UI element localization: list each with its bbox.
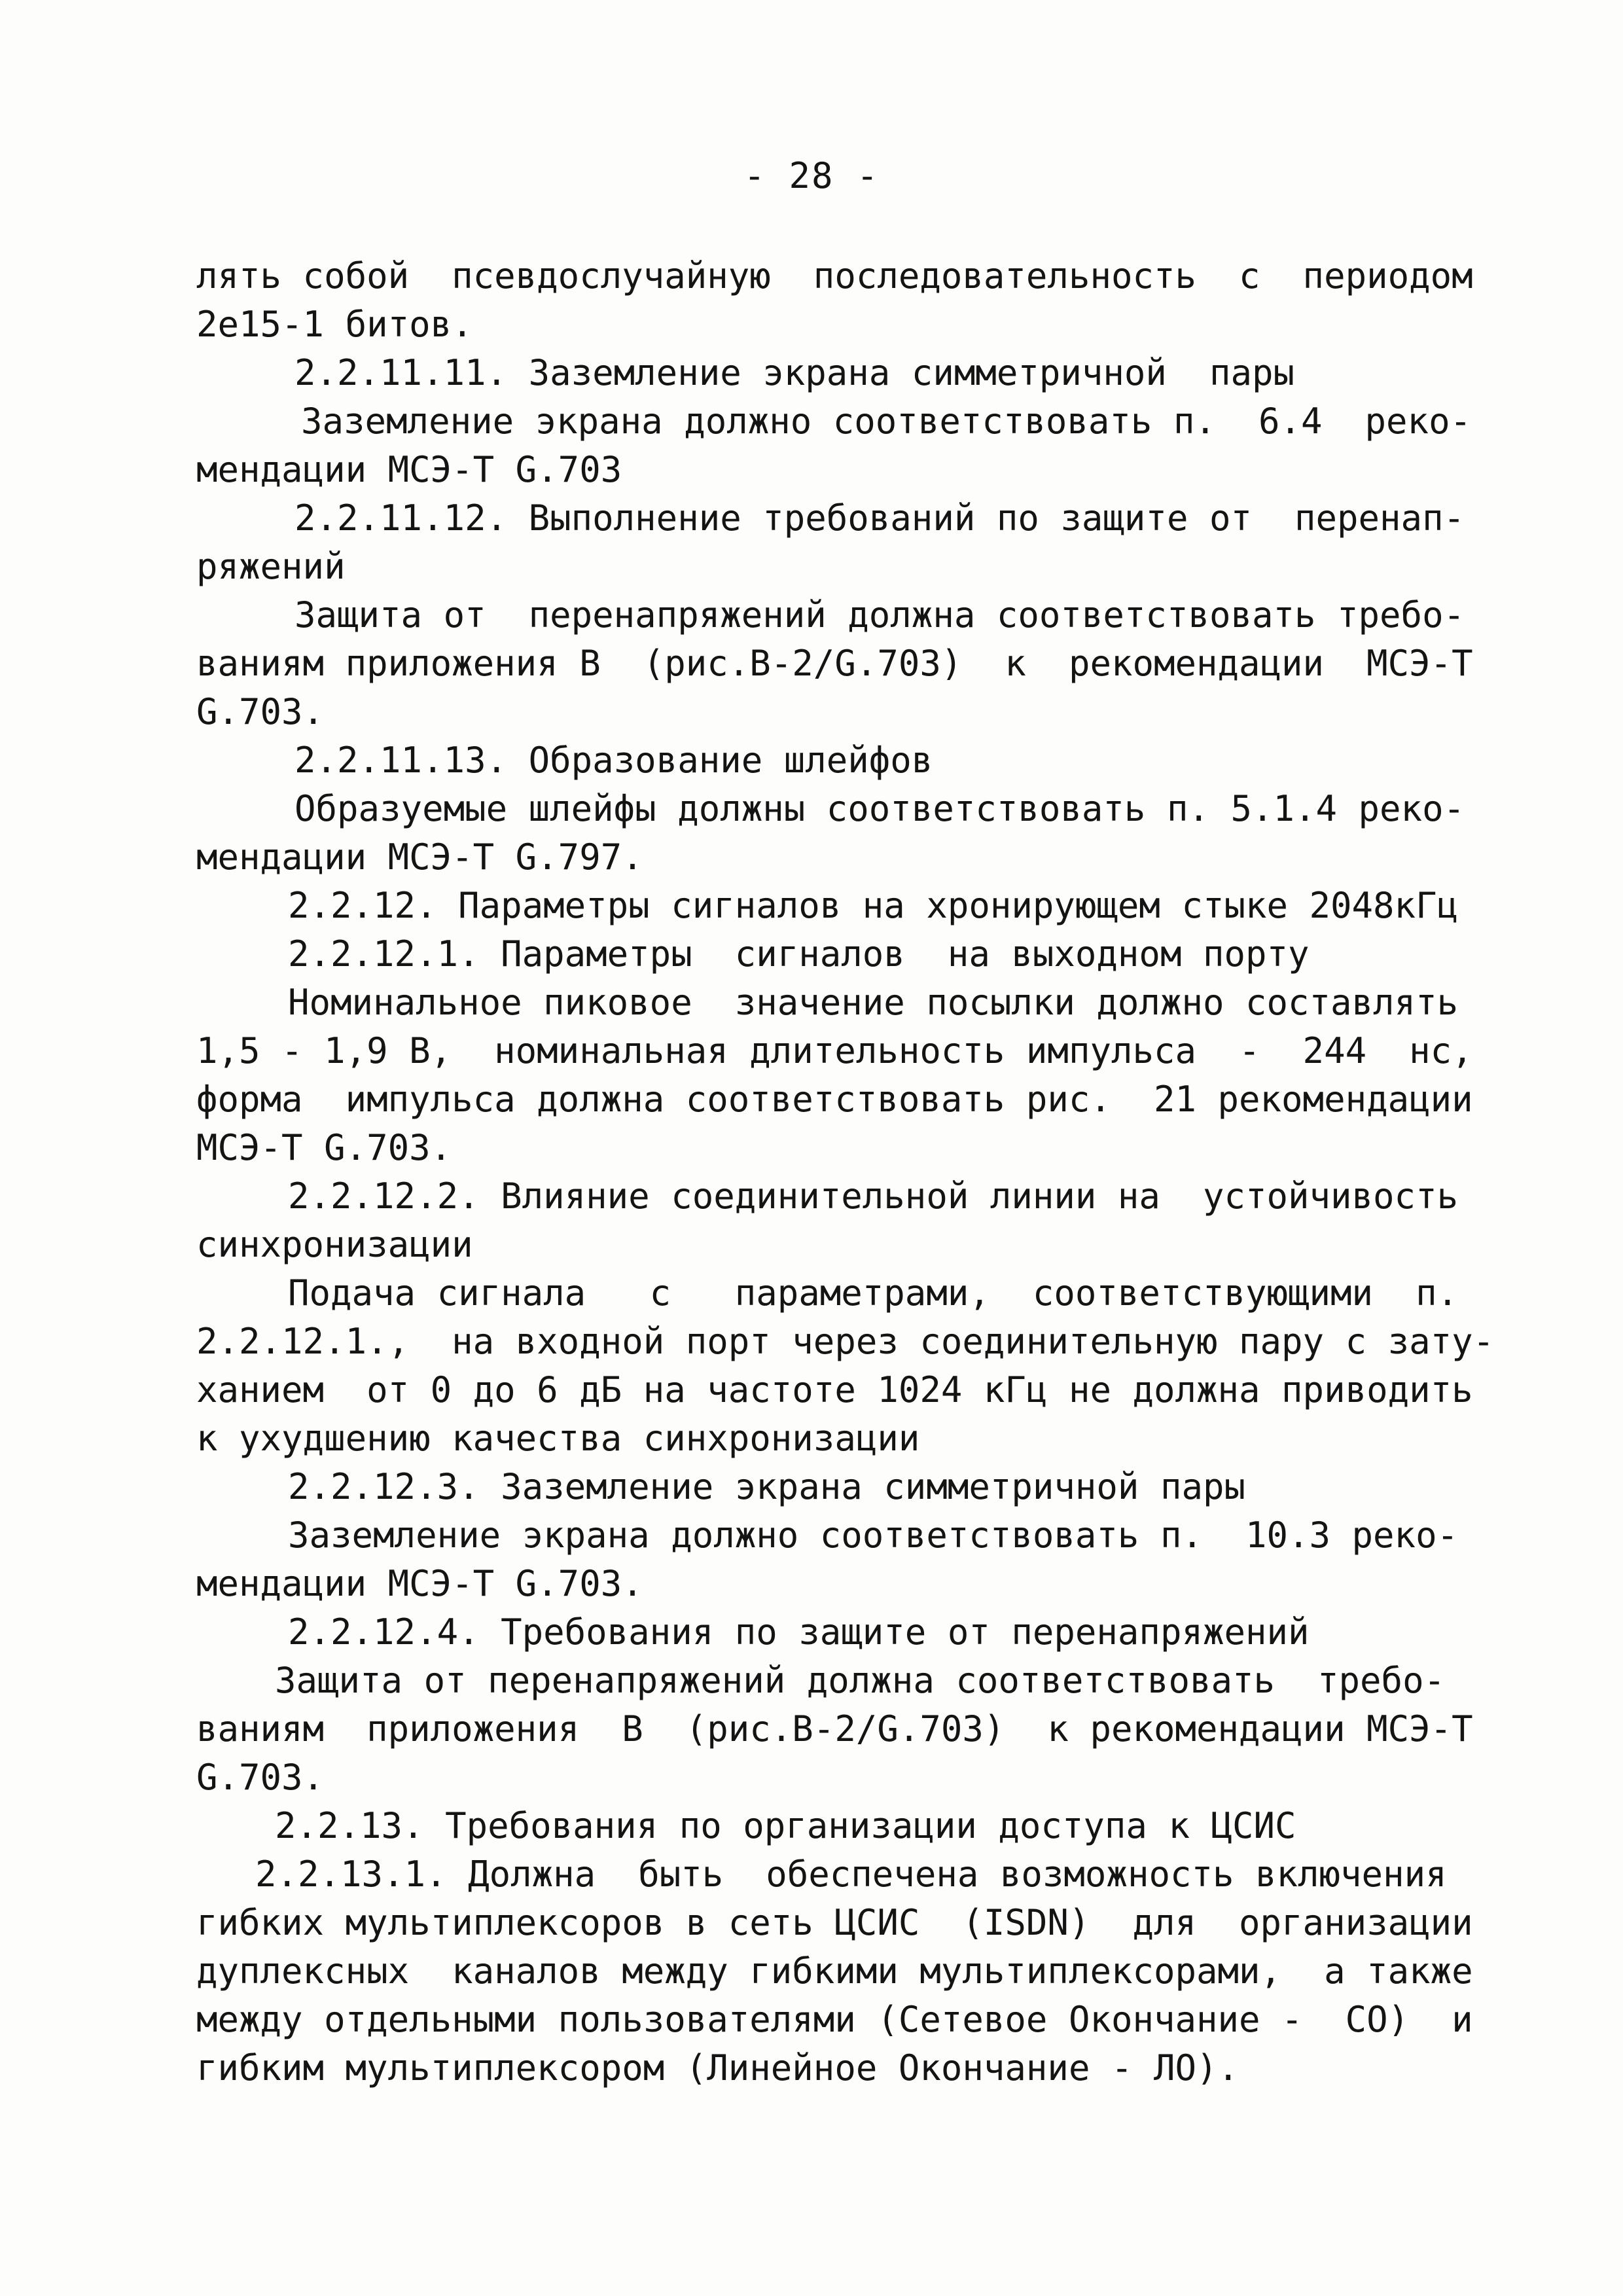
text-line: ханием от 0 до 6 дБ на частоте 1024 кГц не должна приводить — [196, 1369, 1473, 1410]
text-line: к ухудшению качества синхронизации — [196, 1418, 920, 1459]
text-line: мендации МСЭ-Т G.703. — [196, 1563, 643, 1604]
text-line: Заземление экрана должно соответствовать п. 10.3 реко- — [288, 1515, 1459, 1556]
section-heading: 2.2.11.12. Выполнение требований по защите от перенап- — [294, 497, 1465, 539]
text-line: гибким мультиплексором (Линейное Окончание - ЛО). — [196, 2047, 1240, 2089]
text-line: лять собой псевдослучайную последовательность с периодом — [196, 255, 1473, 296]
section-heading: синхронизации — [196, 1224, 473, 1265]
section-heading: ряжений — [196, 546, 346, 587]
text-line: мендации МСЭ-Т G.797. — [196, 836, 643, 878]
text-line: Подача сигнала с параметрами, соответствующими п. — [288, 1272, 1459, 1314]
text-line: Защита от перенапряжений должна соответствовать требо- — [294, 594, 1465, 636]
text-line: мендации МСЭ-Т G.703 — [196, 449, 622, 490]
text-line: Номинальное пиковое значение посылки должно составлять — [288, 982, 1459, 1023]
section-heading: 2.2.12.2. Влияние соединительной линии на устойчивость — [288, 1175, 1459, 1217]
text-line: гибких мультиплексоров в сеть ЦСИС (ISDN) для организации — [196, 1902, 1473, 1943]
text-line: G.703. — [196, 1757, 325, 1798]
text-line: Образуемые шлейфы должны соответствовать п. 5.1.4 реко- — [294, 788, 1465, 829]
text-line: G.703. — [196, 691, 325, 732]
text-line: 1,5 - 1,9 В, номинальная длительность импульса - 244 нс, — [196, 1030, 1473, 1071]
section-heading: 2.2.13. Требования по организации доступа к ЦСИС — [275, 1805, 1296, 1846]
body-text — [196, 252, 1495, 2092]
text-line: Защита от перенапряжений должна соответствовать требо- — [275, 1660, 1446, 1701]
text-line: Заземление экрана должно соответствовать п. 6.4 реко- — [301, 401, 1472, 442]
text-line: 2.2.12.1., на входной порт через соединительную пару с зату- — [196, 1321, 1495, 1362]
text-line: 2.2.13.1. Должна быть обеспечена возможность включения — [255, 1854, 1447, 1895]
section-heading: 2.2.11.13. Образование шлейфов — [294, 740, 933, 781]
section-heading: 2.2.12. Параметры сигналов на хронирующем стыке 2048кГц — [288, 885, 1459, 926]
section-heading: 2.2.12.4. Требования по защите от перенапряжений — [288, 1611, 1310, 1653]
text-line: ваниям приложения В (рис.В-2/G.703) к рекомендации МСЭ-Т — [196, 1708, 1473, 1749]
page-number: - 28 - — [743, 155, 880, 196]
text-line: между отдельными пользователями (Сетевое Окончание - СО) и — [196, 1999, 1473, 2040]
text-line: дуплексных каналов между гибкими мультиплексорами, а также — [196, 1950, 1473, 1992]
text-line: ваниям приложения В (рис.В-2/G.703) к рекомендации МСЭ-Т — [196, 643, 1473, 684]
text-line: МСЭ-Т G.703. — [196, 1127, 452, 1168]
section-heading: 2.2.11.11. Заземление экрана симметричной пары — [294, 352, 1295, 393]
text-line: 2е15-1 битов. — [196, 304, 473, 345]
section-heading: 2.2.12.1. Параметры сигналов на выходном порту — [288, 933, 1310, 975]
section-heading: 2.2.12.3. Заземление экрана симметричной пары — [288, 1466, 1245, 1507]
text-line: форма импульса должна соответствовать рис. 21 рекомендации — [196, 1079, 1473, 1120]
